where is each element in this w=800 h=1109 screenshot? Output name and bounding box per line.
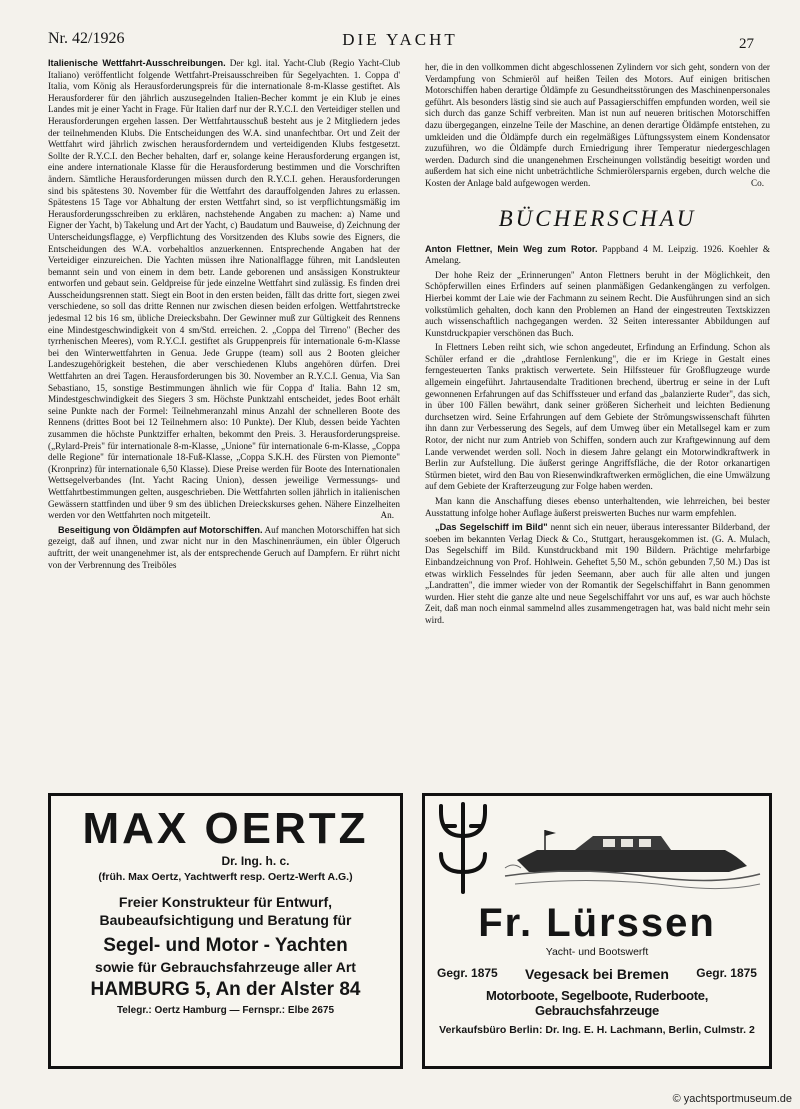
- article-body: Auf manchen Motorschiffen hat sich gezeigt, daß auf ihnen, und zwar nicht nur in den Maschinenräumen, ein übler Ölgeruch auftritt, der weit unangenehmer ist, als der entsprechende Geruch auf Dampfern. Er rührt nicht von der Verbrennung des Treiböles: [48, 524, 400, 570]
- ad-founded: Gegr. 1875: [696, 966, 757, 980]
- motorboat-icon: [505, 830, 760, 889]
- magazine-title: DIE YACHT: [342, 30, 458, 49]
- advertisement-luerssen: [422, 793, 772, 1069]
- article-body: Der kgl. ital. Yacht-Club (Regio Yacht-Club Italiano) veröffentlicht folgende Wettfahrt-Preisausschreiben für Segelyachten. 1. Coppa d' Italia, vom König als Herausforderungspreis für die internationale 8-m-Klasse gestiftet. Als Herausforderer für den jährlich auszusegelnden Italien-Becher kommt je ein Klub je eines Landes mit je einer Yacht in Frage. Für Italien darf nur der R.Y.C.I. den Verteidiger stellen und Herausforderungen ergehen lassen. Der Wettfahrtausschuß besteht aus je 2 Mitgliedern jedes der teilnehmenden Klubs. Die Entscheidungen des W.A. sind unanfechtbar. Ort und Zeit der Wettfahrt wird jährlich zwischen herausforderndem und verteidigenden Klubs festgesetzt. Sollte der R.Y.C.I. den Becher behalten, darf er, solange keine Herausforderung ergangen ist, eine andere internationale Klasse für die Herausforderung bestimmen und die Vorschriften ändern. Sämtliche Herausforderungen müssen durch den R.Y.C.I. gehen. Herausforderungen sind bis spätestens 30. November für die Wettfahrt des darauffolgenden Jahres zu erlassen. Spätestens 15 Tage vor Abhaltung der ersten Wettfahrt sind, so ist verpflichtungsmäßig im Herausforderungsschreiben zu erklären, nachstehende Angaben zu machen: a) Name und Eigner der Yacht, b) Takelung und Art der Yacht, c) Baudatum und Bauweise, d) Zeichnung der Unterscheidungsflagge, e) Verpflichtung des Vorsitzenden des Klubs sowie des Eigners, die Entscheidungen des W.A. vorbehaltlos anzuerkennen. Entsprechende Angaben hat der Verteidiger einzureichen. Die Yachten müssen ihre Nationalflagge führen, mit Landsleuten bemannt sein und von einem in dem betr. Lande geborenen und ansässigen Konstrukteur entworfen und gebaut sein. Geldpreise für jede einzelne Wettfahrt sind zulässig. Es finden drei Ausscheidungsrennen statt. Siegt ein Boot in den ersten beiden, fällt das dritte fort, siegen zwei verschiedene, so soll das dritte Rennen nur zwischen diesen beiden erfolgen. Wettfahrtstrecke jedesmal 12 bis 16 sm, übliche Dreiecksbahn. Der Gewinner muß zur Gültigkeit des Rennens eine Mindestgeschwindigkeit von 4 sm/Std. erreichen. 2. „Coppa del Tirreno" (Becher des tyrrhenischen Meeres), vom R.Y.C.I. gestiftet als Gruppenpreis für internationale 6-m-Klasse bei den Winterwettfahrten in Genua. Jede Gruppe (team) soll aus 2 Booten gleicher Landeszugehörigkeit bestehen, die aber verschiedenen Klubs angehören dürfen. Drei Wettfahrten an drei Tagen. Herausforderungen bis 30. November an R.Y.C.I. Genua, Via San Sebastiano, 15, sonstige Bestimmungen ähnlich wie für Coppa d' Italia. Bahn 12 sm, Mindestgeschwindigkeit des Siegers 3 sm. Höchste Punktzahl entscheidet, jedes Boot erhält seine Punkte nach der Formel: Teilnehmeranzahl minus Anzahl der schnelleren Boote des Rennens (drittes Boot bei 12 Teilnehmern also: 10 Punkte). Der Klub, dessen beide Yachten zusammen die höchste Punktziffer erhalten, bekommt den Preis. 3. Herausforderungspreise. („Rylard-Preis" für internationale 8-m-Klasse, „Unione" für internationale 6-m-Klasse, „Coppa delle Regione" für internationale 18-Fuß-Klasse, „Coppa S.K.H. des Fürsten von Piemonte" (Kronprinz) für internationale 6,50 Klasse). Diese Preise werden für Boote des Internationalen Wettsegelverbandes (Int. Yacht Racing Union), dessen jeweilige Vermessungs- und Wettfahrtbestimmungen gelten, ausgeschrieben. Die Wettfahrten sollen jährlich in italienischen Gewässern stattfinden und über 9 sm des üblichen Dreieckskurses gehen. Nähere Einzelheiten werden vor den Wettfahrten noch mitgeteilt.: [48, 58, 400, 521]
- ad-yacht-types: Segel- und Motor - Yachten: [103, 935, 348, 956]
- article-italian-regattas: [48, 58, 400, 522]
- ad-subtitle: Yacht- und Bootswerft: [545, 946, 649, 958]
- ad-address: HAMBURG 5, An der Alster 84: [90, 979, 361, 1000]
- review-body: nennt sich ein neuer, überaus interessanter Bilderband, der soeben im bekannten Verlag Dieck & Co., Stuttgart, herausgekommen ist. (G. A. Mulach, Das Segelschiff im Bild. Kunstdruckband mit 190 Bildern. Prächtige mehrfarbige Einbandzeichnung von Prof. Hohlwein. Geheftet 5,50 M., schön gebunden 7,50 M.) Das ist etwas wirklich Fesselndes für jeden Seemann, aber auch für alle alten und jungen „Landratten", die immer wieder von der Romantik der Segelschiffahrt in Bann genommen wurden. Hier steht die ganze alte und neue Segelschiffahrt vor uns auf, es war auch höchste Zeit, daß man noch einmal sammelnd alles zusammengetragen hat, was bald nicht mehr sein wird.: [425, 522, 770, 625]
- logo-and-motorboat-image: [425, 796, 769, 899]
- ad-contact: Telegr.: Oertz Hamburg — Fernspr.: Elbe 2675: [116, 1005, 335, 1016]
- book-title: Anton Flettner, Mein Weg zum Rotor.: [425, 243, 598, 254]
- ad-services: Freier Konstrukteur für Entwurf, Baubeaufsichtigung und Beratung für: [99, 894, 352, 928]
- copyright-credit: © yachtsportmuseum.de: [672, 1093, 792, 1105]
- article-heading: Italienische Wettfahrt-Ausschreibungen.: [48, 58, 226, 68]
- right-column: [425, 62, 770, 792]
- ad-illustration: [425, 796, 769, 899]
- ad-location-row: [425, 966, 769, 982]
- book-review-flettner: [425, 244, 770, 267]
- review-paragraph: In Flettners Leben reiht sich, wie schon angedeutet, Erfindung an Erfindung. Schon als Schüler erfand er die „drahtlose Fernlenkung", die er im Kriege in Gestalt eines ferngesteuerten Tanks praktisch verwertete. Sein Hilfssteuer für Großflugzeuge wurde allgemein eingeführt. Jahrtausendalte Traditionen brechend, übertrug er seine in der Luft gewonnenen Erfahrungen auf das Schiffssteuer und erfand das „balanzierte Ruder", das sich, in über 100 Fällen bewährt, dank seiner größeren Sicherheit und leichten Bedienung durchsetzen wird. Seine Erfahrungen auf dem Gebiete der Strömungswissenschaft führten ihn dann zur Verbesserung des Segels, auf dem Umweg über ein Metallsegel kam er zum Rotor, der nicht nur zum Antrieb von Schiffen, sondern auch zur Kraftgewinnung auf dem Lande verwendet werden soll. Noch in diesem Jahre gelangt ein Motorwindkraftwerk in Berlin zur Aufstellung. Die äußerst geringe Angriffsfläche, die der Rotor orkanartigen Stürmen bietet, wird den Bau von Riesenwindkraftwerken ermöglichen, die eine Umwälzung auf dem Gebiete der Krafterzeugung zur Folge haben werden.: [425, 342, 770, 492]
- advertisement-max-oertz: [48, 793, 403, 1069]
- article-signature: An.: [380, 510, 394, 521]
- ad-location: Vegesack bei Bremen: [525, 966, 669, 982]
- trident-logo-icon: [441, 804, 485, 892]
- page-number: 27: [739, 36, 754, 52]
- book-review-segelschiff: [425, 522, 770, 626]
- ad-products: Motorboote, Segelboote, Ruderboote, Gebrauchsfahrzeuge: [485, 988, 709, 1018]
- ad-sales-office: Verkaufsbüro Berlin: Dr. Ing. E. H. Lachmann, Berlin, Culmstr. 2: [439, 1024, 755, 1036]
- review-paragraph: Der hohe Reiz der „Erinnerungen" Anton Flettners beruht in der Möglichkeit, den Schöpferwillen eines Erfinders auf seinen planmäßigen Gedankengängen zu verfolgen. Hierbei kommt der Laie wie der Fachmann zu seinem Recht. Die Ausführungen sind an sich volkstümlich gehalten, doch kann den Problemen an Hand der eingestreuten Textskizzen auch wissenschaftlich nachgegangen werden. 32 Seiten interessanter Abbildungen auf Kunstdruckpapier verschönen das Buch.: [425, 269, 770, 338]
- ad-company-name: MAX OERTZ: [82, 804, 369, 853]
- article-body: her, die in den vollkommen dicht abgeschlossenen Zylindern vor sich geht, sondern von der Verdampfung von Schmieröl auf heißen Teilen des Motors. Auf einigen britischen Motorschiffen haben derartige Öldämpfe zu Gesundheitsstörungen des Maschinenpersonales geführt. Als besonders lästig sind sie auch auf Passagierschiffen empfunden worden, weil sie sich durch das ganze Schiff verbreiten. Man ist nun auf neueren britischen Motorschiffen dazu übergegangen, einzelne Teile der Maschine, an denen derartige Öldämpfe entstehen, zu umkleiden und die Öldämpfe durch ein regelmäßiges Lüftungssystem einem Kondensator zuzuführen, wo die Öldämpfe durch Erniedrigung ihrer Temperatur niedergeschlagen werden. Dadurch sind die unangenehmen Erscheinungen vollständig beseitigt worden und außerdem hat sich eine nicht unbeträchtliche Schmierölersparnis ergeben, durch welche die Kosten der Anlage bald aufgewogen werden.: [425, 62, 770, 188]
- section-title: BÜCHERSCHAU: [498, 205, 697, 231]
- ad-founded: Gegr. 1875: [437, 966, 498, 980]
- left-column: [48, 58, 400, 788]
- ad-company-name: Fr. Lürssen: [478, 901, 716, 945]
- ad-utility-vehicles: sowie für Gebrauchsfahrzeuge aller Art: [95, 959, 356, 975]
- article-continuation: [425, 62, 770, 190]
- book-details: Pappband 4 M. Leipzig. 1926. Koehler & Amelang.: [425, 243, 770, 266]
- book-title: „Das Segelschiff im Bild": [435, 522, 548, 533]
- issue-number: Nr. 42/1926: [48, 30, 125, 47]
- article-heading: Beseitigung von Öldämpfen auf Motorschiffen.: [58, 524, 263, 535]
- ad-former-name: (früh. Max Oertz, Yachtwerft resp. Oertz-Werft A.G.): [98, 871, 353, 883]
- article-oil-vapours: [48, 525, 400, 571]
- article-signature: Co.: [750, 177, 764, 188]
- ad-academic-title: Dr. Ing. h. c.: [221, 854, 290, 868]
- review-paragraph: Man kann die Anschaffung dieses ebenso unterhaltenden, wie lehrreichen, bei bester Ausstattung infolge hoher Auflage äußerst preiswerten Buches nur warm empfehlen.: [425, 496, 770, 518]
